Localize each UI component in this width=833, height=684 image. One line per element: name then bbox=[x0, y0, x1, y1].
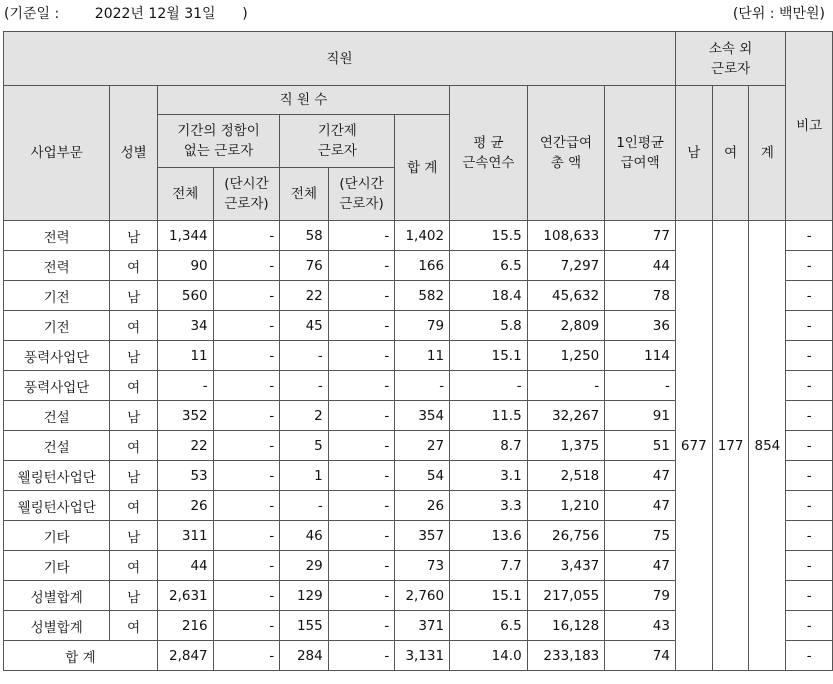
table-caption bbox=[0, 0, 833, 26]
avg-pay-cell: 91 bbox=[605, 401, 676, 431]
avg-pay-cell: 51 bbox=[605, 431, 676, 461]
employee-status-table bbox=[3, 31, 833, 671]
note-cell: - bbox=[786, 521, 833, 551]
fixed-all-cell: 29 bbox=[280, 551, 329, 581]
table-row bbox=[4, 221, 833, 251]
avg-pay-cell: 44 bbox=[605, 251, 676, 281]
total-cell: 166 bbox=[395, 251, 450, 281]
dept-cell: 풍력사업단 bbox=[4, 341, 110, 371]
note-cell: - bbox=[786, 491, 833, 521]
fixed-all-cell: - bbox=[280, 371, 329, 401]
avg-pay-cell: 77 bbox=[605, 221, 676, 251]
fixed-part-time-cell: - bbox=[328, 581, 395, 611]
permanent-all-cell: 26 bbox=[157, 491, 213, 521]
permanent-part-time-cell: - bbox=[213, 641, 280, 671]
gender-cell: 남 bbox=[110, 341, 158, 371]
base-date: (기준일 : 2022년 12월 31일 ) bbox=[4, 6, 248, 22]
avg-tenure-cell: 3.1 bbox=[450, 461, 528, 491]
dept-cell: 웰링턴사업단 bbox=[4, 491, 110, 521]
fixed-all-cell: 284 bbox=[280, 641, 329, 671]
annual-pay-cell: 233,183 bbox=[527, 641, 605, 671]
avg-tenure-cell: 5.8 bbox=[450, 311, 528, 341]
header-fixed-part-time: (단시간 근로자) bbox=[328, 168, 395, 221]
permanent-part-time-cell: - bbox=[213, 251, 280, 281]
avg-pay-cell: 114 bbox=[605, 341, 676, 371]
dept-cell: 기타 bbox=[4, 551, 110, 581]
header-permanent-part-time: (단시간 근로자) bbox=[213, 168, 280, 221]
dept-cell: 풍력사업단 bbox=[4, 371, 110, 401]
total-cell: 2,760 bbox=[395, 581, 450, 611]
avg-tenure-cell: 8.7 bbox=[450, 431, 528, 461]
gender-cell: 남 bbox=[110, 521, 158, 551]
total-cell: 3,131 bbox=[395, 641, 450, 671]
gender-cell: 남 bbox=[110, 581, 158, 611]
unit-label: (단위 : 백만원) bbox=[732, 6, 825, 22]
fixed-part-time-cell: - bbox=[328, 611, 395, 641]
dept-cell: 기전 bbox=[4, 281, 110, 311]
total-label: 합 계 bbox=[4, 641, 158, 671]
note-cell: - bbox=[786, 641, 833, 671]
fixed-part-time-cell: - bbox=[328, 221, 395, 251]
permanent-part-time-cell: - bbox=[213, 551, 280, 581]
header-total: 합 계 bbox=[395, 115, 450, 221]
permanent-all-cell: 311 bbox=[157, 521, 213, 551]
total-cell: 1,402 bbox=[395, 221, 450, 251]
gender-cell: 남 bbox=[110, 281, 158, 311]
avg-tenure-cell: 11.5 bbox=[450, 401, 528, 431]
avg-pay-cell: 47 bbox=[605, 491, 676, 521]
total-cell: 73 bbox=[395, 551, 450, 581]
total-cell: 582 bbox=[395, 281, 450, 311]
permanent-all-cell: 2,631 bbox=[157, 581, 213, 611]
dept-cell: 기전 bbox=[4, 311, 110, 341]
gender-cell: 여 bbox=[110, 611, 158, 641]
header-annual-pay: 연간급여 총 액 bbox=[527, 86, 605, 221]
gender-cell: 여 bbox=[110, 251, 158, 281]
header-dept: 사업부문 bbox=[4, 86, 110, 221]
permanent-part-time-cell: - bbox=[213, 341, 280, 371]
gender-cell: 남 bbox=[110, 221, 158, 251]
fixed-all-cell: 58 bbox=[280, 221, 329, 251]
fixed-part-time-cell: - bbox=[328, 251, 395, 281]
gender-cell: 여 bbox=[110, 491, 158, 521]
dept-cell: 건설 bbox=[4, 431, 110, 461]
gender-cell: 여 bbox=[110, 431, 158, 461]
total-cell: 54 bbox=[395, 461, 450, 491]
dept-cell: 전력 bbox=[4, 221, 110, 251]
fixed-part-time-cell: - bbox=[328, 371, 395, 401]
header-staff-count: 직 원 수 bbox=[157, 86, 449, 115]
note-cell: - bbox=[786, 611, 833, 641]
fixed-all-cell: - bbox=[280, 491, 329, 521]
gender-cell: 남 bbox=[110, 401, 158, 431]
permanent-all-cell: 352 bbox=[157, 401, 213, 431]
dept-cell: 건설 bbox=[4, 401, 110, 431]
avg-pay-cell: 43 bbox=[605, 611, 676, 641]
annual-pay-cell: 26,756 bbox=[527, 521, 605, 551]
permanent-all-cell: 22 bbox=[157, 431, 213, 461]
avg-tenure-cell: - bbox=[450, 371, 528, 401]
note-cell: - bbox=[786, 311, 833, 341]
permanent-all-cell: 560 bbox=[157, 281, 213, 311]
dept-cell: 전력 bbox=[4, 251, 110, 281]
annual-pay-cell: - bbox=[527, 371, 605, 401]
avg-pay-cell: 74 bbox=[605, 641, 676, 671]
total-cell: 26 bbox=[395, 491, 450, 521]
non-affiliated-sum-value: 854 bbox=[749, 221, 786, 671]
annual-pay-cell: 2,518 bbox=[527, 461, 605, 491]
permanent-part-time-cell: - bbox=[213, 221, 280, 251]
fixed-part-time-cell: - bbox=[328, 311, 395, 341]
dept-cell: 웰링턴사업단 bbox=[4, 461, 110, 491]
fixed-part-time-cell: - bbox=[328, 431, 395, 461]
header-permanent: 기간의 정함이 없는 근로자 bbox=[157, 115, 279, 168]
non-affiliated-female-value: 177 bbox=[712, 221, 749, 671]
header-fixed-all: 전체 bbox=[280, 168, 329, 221]
permanent-part-time-cell: - bbox=[213, 371, 280, 401]
fixed-part-time-cell: - bbox=[328, 491, 395, 521]
fixed-part-time-cell: - bbox=[328, 341, 395, 371]
note-cell: - bbox=[786, 371, 833, 401]
avg-tenure-cell: 6.5 bbox=[450, 251, 528, 281]
avg-tenure-cell: 7.7 bbox=[450, 551, 528, 581]
header-fixed-term: 기간제 근로자 bbox=[280, 115, 395, 168]
permanent-all-cell: 11 bbox=[157, 341, 213, 371]
avg-tenure-cell: 18.4 bbox=[450, 281, 528, 311]
permanent-part-time-cell: - bbox=[213, 431, 280, 461]
permanent-part-time-cell: - bbox=[213, 461, 280, 491]
fixed-part-time-cell: - bbox=[328, 521, 395, 551]
header-gender: 성별 bbox=[110, 86, 158, 221]
note-cell: - bbox=[786, 551, 833, 581]
total-cell: 371 bbox=[395, 611, 450, 641]
avg-tenure-cell: 15.1 bbox=[450, 581, 528, 611]
note-cell: - bbox=[786, 341, 833, 371]
annual-pay-cell: 1,375 bbox=[527, 431, 605, 461]
permanent-part-time-cell: - bbox=[213, 401, 280, 431]
permanent-part-time-cell: - bbox=[213, 581, 280, 611]
avg-tenure-cell: 14.0 bbox=[450, 641, 528, 671]
total-cell: 79 bbox=[395, 311, 450, 341]
dept-cell: 성별합계 bbox=[4, 611, 110, 641]
header-permanent-all: 전체 bbox=[157, 168, 213, 221]
permanent-part-time-cell: - bbox=[213, 611, 280, 641]
note-cell: - bbox=[786, 281, 833, 311]
total-cell: - bbox=[395, 371, 450, 401]
fixed-part-time-cell: - bbox=[328, 401, 395, 431]
note-cell: - bbox=[786, 251, 833, 281]
annual-pay-cell: 3,437 bbox=[527, 551, 605, 581]
permanent-all-cell: 1,344 bbox=[157, 221, 213, 251]
gender-cell: 여 bbox=[110, 311, 158, 341]
header-note: 비고 bbox=[786, 32, 833, 221]
annual-pay-cell: 7,297 bbox=[527, 251, 605, 281]
header-non-affiliated-female: 여 bbox=[712, 86, 749, 221]
gender-cell: 남 bbox=[110, 461, 158, 491]
table-body bbox=[4, 221, 833, 671]
fixed-all-cell: 46 bbox=[280, 521, 329, 551]
permanent-all-cell: - bbox=[157, 371, 213, 401]
header-avg-pay: 1인평균 급여액 bbox=[605, 86, 676, 221]
avg-pay-cell: 78 bbox=[605, 281, 676, 311]
avg-tenure-cell: 3.3 bbox=[450, 491, 528, 521]
non-affiliated-male-value: 677 bbox=[675, 221, 712, 671]
total-cell: 11 bbox=[395, 341, 450, 371]
avg-pay-cell: 47 bbox=[605, 461, 676, 491]
note-cell: - bbox=[786, 221, 833, 251]
fixed-all-cell: 2 bbox=[280, 401, 329, 431]
annual-pay-cell: 32,267 bbox=[527, 401, 605, 431]
fixed-all-cell: 45 bbox=[280, 311, 329, 341]
permanent-all-cell: 34 bbox=[157, 311, 213, 341]
avg-pay-cell: 79 bbox=[605, 581, 676, 611]
avg-tenure-cell: 15.5 bbox=[450, 221, 528, 251]
annual-pay-cell: 108,633 bbox=[527, 221, 605, 251]
total-cell: 357 bbox=[395, 521, 450, 551]
annual-pay-cell: 1,250 bbox=[527, 341, 605, 371]
dept-cell: 성별합계 bbox=[4, 581, 110, 611]
header-non-affiliated-workers: 소속 외 근로자 bbox=[675, 32, 785, 86]
fixed-part-time-cell: - bbox=[328, 281, 395, 311]
permanent-all-cell: 53 bbox=[157, 461, 213, 491]
note-cell: - bbox=[786, 431, 833, 461]
gender-cell: 여 bbox=[110, 551, 158, 581]
avg-pay-cell: 47 bbox=[605, 551, 676, 581]
avg-tenure-cell: 6.5 bbox=[450, 611, 528, 641]
permanent-all-cell: 2,847 bbox=[157, 641, 213, 671]
avg-pay-cell: 36 bbox=[605, 311, 676, 341]
permanent-all-cell: 90 bbox=[157, 251, 213, 281]
permanent-part-time-cell: - bbox=[213, 491, 280, 521]
fixed-all-cell: 1 bbox=[280, 461, 329, 491]
annual-pay-cell: 217,055 bbox=[527, 581, 605, 611]
header-employees: 직원 bbox=[4, 32, 676, 86]
gender-cell: 여 bbox=[110, 371, 158, 401]
permanent-part-time-cell: - bbox=[213, 311, 280, 341]
note-cell: - bbox=[786, 581, 833, 611]
avg-tenure-cell: 15.1 bbox=[450, 341, 528, 371]
fixed-all-cell: - bbox=[280, 341, 329, 371]
permanent-all-cell: 44 bbox=[157, 551, 213, 581]
note-cell: - bbox=[786, 401, 833, 431]
fixed-all-cell: 129 bbox=[280, 581, 329, 611]
fixed-all-cell: 5 bbox=[280, 431, 329, 461]
permanent-all-cell: 216 bbox=[157, 611, 213, 641]
avg-tenure-cell: 13.6 bbox=[450, 521, 528, 551]
fixed-all-cell: 155 bbox=[280, 611, 329, 641]
header-non-affiliated-male: 남 bbox=[675, 86, 712, 221]
annual-pay-cell: 45,632 bbox=[527, 281, 605, 311]
note-cell: - bbox=[786, 461, 833, 491]
fixed-all-cell: 76 bbox=[280, 251, 329, 281]
fixed-part-time-cell: - bbox=[328, 551, 395, 581]
avg-pay-cell: - bbox=[605, 371, 676, 401]
dept-cell: 기타 bbox=[4, 521, 110, 551]
fixed-part-time-cell: - bbox=[328, 641, 395, 671]
header-non-affiliated-sum: 계 bbox=[749, 86, 786, 221]
total-cell: 354 bbox=[395, 401, 450, 431]
permanent-part-time-cell: - bbox=[213, 521, 280, 551]
annual-pay-cell: 1,210 bbox=[527, 491, 605, 521]
avg-pay-cell: 75 bbox=[605, 521, 676, 551]
fixed-all-cell: 22 bbox=[280, 281, 329, 311]
permanent-part-time-cell: - bbox=[213, 281, 280, 311]
annual-pay-cell: 2,809 bbox=[527, 311, 605, 341]
annual-pay-cell: 16,128 bbox=[527, 611, 605, 641]
header-avg-tenure: 평 균 근속연수 bbox=[450, 86, 528, 221]
total-cell: 27 bbox=[395, 431, 450, 461]
fixed-part-time-cell: - bbox=[328, 461, 395, 491]
